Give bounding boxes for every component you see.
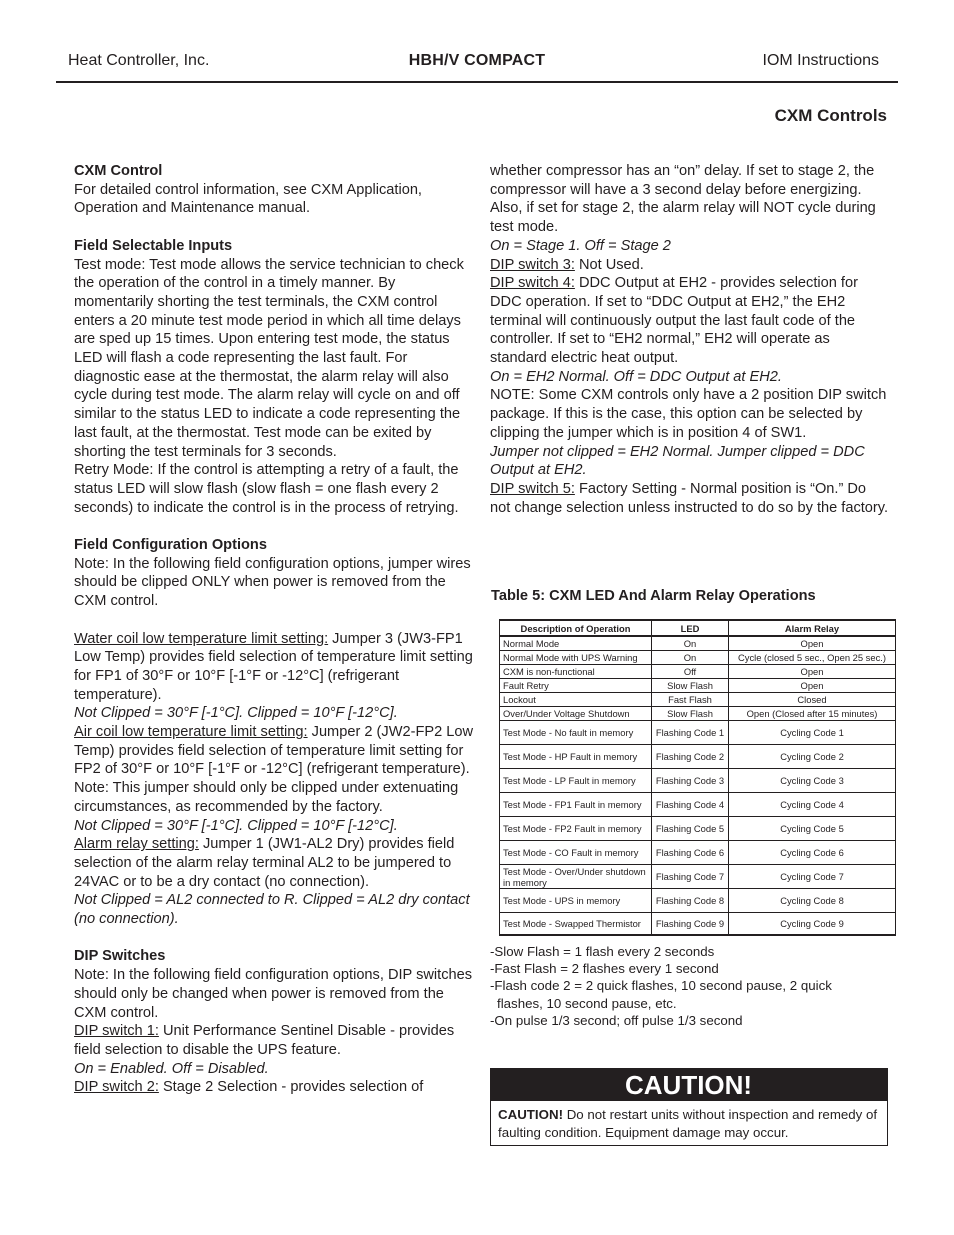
air-coil-setting: [74, 723, 476, 817]
dip2-label: DIP switch 2:: [74, 1079, 159, 1096]
right-column: [490, 162, 890, 517]
led-cell: Flashing Code 1: [652, 721, 729, 745]
operation-cell: Test Mode - LP Fault in memory: [500, 769, 652, 793]
dip1-label: DIP switch 1:: [74, 1023, 159, 1040]
test-mode-text: Test mode: Test mode allows the service technician to check the operation of the control in a timely manner. By momentarily shorting the test terminals, the CXM control enters a 20 minute test mode period in which all time delays are sped up 15 times. Upon entering test mode, the status LED will flash a code representing the last fault. For diagnostic ease at the thermostat, the alarm relay will also cycle during test mode. The alarm relay will cycle on and off similar to the status LED to indicate a code representing the last fault, at the thermostat. Test mode can be exited by shorting the test terminals for 3 seconds.: [74, 256, 464, 460]
alarm-relay-cell: Cycling Code 3: [729, 769, 896, 793]
header-divider: [56, 81, 898, 83]
led-cell: Slow Flash: [652, 707, 729, 721]
operation-cell: Fault Retry: [500, 679, 652, 693]
cxm-control-text: For detailed control information, see CXM Application, Operation and Maintenance manual.: [74, 181, 422, 217]
table-row: [500, 651, 896, 665]
dip2-continued: whether compressor has an “on” delay. If set to stage 2, the compressor will have a 3 second delay before energizing. Also, if set for stage 2, the alarm relay will NOT cycle during test mode.: [490, 163, 876, 236]
caution-text: Do not restart units without inspection and remedy of faulting condition. Equipment damage may occur.: [498, 1107, 878, 1140]
note-flash-code-cont: flashes, 10 second pause, etc.: [497, 995, 677, 1011]
alarm-relay-cell: Closed: [729, 693, 896, 707]
table-row: [500, 913, 896, 936]
led-cell: Flashing Code 3: [652, 769, 729, 793]
caution-box: [490, 1068, 888, 1146]
field-inputs-heading: Field Selectable Inputs: [74, 237, 233, 254]
note-fast-flash: -Fast Flash = 2 flashes every 1 second: [490, 961, 719, 977]
flash-notes: [490, 943, 832, 1029]
table-row: [500, 865, 896, 889]
alarm-relay-cell: Cycling Code 6: [729, 841, 896, 865]
cxm-control-heading: CXM Control: [74, 163, 163, 179]
led-cell: On: [652, 651, 729, 665]
operation-cell: Normal Mode: [500, 636, 652, 651]
operation-cell: Test Mode - Over/Under shutdown in memory: [500, 865, 652, 889]
alarm-relay-cell: Cycling Code 7: [729, 865, 896, 889]
operation-cell: Over/Under Voltage Shutdown: [500, 707, 652, 721]
operation-cell: Test Mode - Swapped Thermistor: [500, 913, 652, 936]
operation-cell: Test Mode - FP2 Fault in memory: [500, 817, 652, 841]
alarm-relay-cell: Open: [729, 636, 896, 651]
table-caption: Table 5: CXM LED And Alarm Relay Operations: [491, 588, 816, 604]
table-row: [500, 841, 896, 865]
alarm-relay-cell: Cycling Code 4: [729, 793, 896, 817]
dip3-text: Not Used.: [574, 256, 644, 273]
note-flash-code: -Flash code 2 = 2 quick flashes, 10 second pause, 2 quick: [490, 978, 832, 994]
operation-cell: Test Mode - UPS in memory: [500, 889, 652, 913]
table-row: [500, 693, 896, 707]
note-pulse: -On pulse 1/3 second; off pulse 1/3 second: [490, 1012, 743, 1028]
table-row: [500, 769, 896, 793]
led-cell: Flashing Code 5: [652, 817, 729, 841]
alarm-relay-cell: Open (Closed after 15 minutes): [729, 707, 896, 721]
table-row: [500, 793, 896, 817]
water-coil-text: Jumper 3 (JW3-FP1 Low Temp) provides field selection of temperature limit setting for FP1 of 30°F or 10°F [-1°F or -12°C] (refrigerant temperature).: [74, 630, 473, 703]
water-coil-setting: [74, 630, 476, 705]
air-coil-text: Jumper 2 (JW2-FP2 Low Temp) provides field selection of temperature limit setting for FP2 of 30°F or 10°F [-1°F or -12°C] (refrigerant temperature). Note: This jumper should only be clipped under extenuating circumstances, as recommended by the factory.: [74, 724, 474, 815]
dip4-text: DDC Output at EH2 - provides selection for DDC operation. If set to “DDC Output at EH2,” the EH2 terminal will continuously output the last fault code of the controller. If set to “EH2 normal,” EH2 will operate as standard electric heat output.: [490, 275, 858, 367]
table-row: [500, 817, 896, 841]
led-cell: On: [652, 636, 729, 651]
dip4-note: NOTE: Some CXM controls only have a 2 position DIP switch package. If this is the case, this option can be selected by clipping the jumper which is in position 4 of SW1.: [490, 387, 887, 441]
table-row: [500, 707, 896, 721]
water-coil-label: Water coil low temperature limit setting:: [74, 630, 329, 647]
alarm-relay-cell: Cycling Code 1: [729, 721, 896, 745]
caution-body: [491, 1101, 887, 1146]
led-cell: Flashing Code 2: [652, 745, 729, 769]
led-cell: Flashing Code 4: [652, 793, 729, 817]
table-row: [500, 679, 896, 693]
alarm-relay-cell: Cycling Code 8: [729, 889, 896, 913]
alarm-relay-cell: Cycling Code 5: [729, 817, 896, 841]
dip2-values: On = Stage 1. Off = Stage 2: [490, 237, 671, 254]
led-cell: Flashing Code 9: [652, 913, 729, 936]
dip1-text: Unit Performance Sentinel Disable - provides field selection to disable the UPS feature.: [74, 1023, 455, 1058]
table-header-row: [500, 620, 896, 636]
column-header: Description of Operation: [500, 620, 652, 636]
dip-note: Note: In the following field configuration options, DIP switches should only be changed when power is removed from the CXM control.: [74, 967, 473, 1021]
config-heading: Field Configuration Options: [74, 537, 267, 554]
led-cell: Flashing Code 8: [652, 889, 729, 913]
led-cell: Off: [652, 665, 729, 679]
dip-switch-4: [490, 274, 890, 368]
config-note: Note: In the following field configuration options, jumper wires should be clipped ONLY when power is removed from the CXM control.: [74, 555, 471, 610]
water-coil-values: Not Clipped = 30°F [-1°C]. Clipped = 10°F [-12°C].: [74, 705, 398, 722]
alarm-relay-values: Not Clipped = AL2 connected to R. Clipped = AL2 dry contact (no connection).: [74, 892, 470, 928]
alarm-relay-cell: Cycling Code 2: [729, 745, 896, 769]
dip1-values: On = Enabled. Off = Disabled.: [74, 1060, 269, 1077]
led-cell: Flashing Code 6: [652, 841, 729, 865]
operation-cell: Test Mode - HP Fault in memory: [500, 745, 652, 769]
header-doc-type: IOM Instructions: [762, 52, 879, 69]
dip-switch-1: [74, 1022, 476, 1059]
section-title: CXM Controls: [774, 106, 887, 125]
led-cell: Flashing Code 7: [652, 865, 729, 889]
alarm-relay-cell: Open: [729, 679, 896, 693]
led-cell: Fast Flash: [652, 693, 729, 707]
alarm-relay-cell: Open: [729, 665, 896, 679]
table-row: [500, 636, 896, 651]
column-header: Alarm Relay: [729, 620, 896, 636]
alarm-relay-cell: Cycling Code 9: [729, 913, 896, 936]
alarm-relay-label: Alarm relay setting:: [74, 836, 199, 853]
alarm-relay-cell: Cycle (closed 5 sec., Open 25 sec.): [729, 651, 896, 665]
caution-label: CAUTION!: [498, 1107, 563, 1122]
led-alarm-table: [499, 619, 896, 936]
left-column: [74, 162, 476, 1097]
dip4-label: DIP switch 4:: [490, 275, 575, 292]
dip4-jumper-values: Jumper not clipped = EH2 Normal. Jumper clipped = DDC Output at EH2.: [490, 443, 865, 479]
table-row: [500, 889, 896, 913]
dip3-label: DIP switch 3:: [490, 256, 575, 273]
alarm-relay-setting: [74, 835, 476, 891]
retry-mode-text: Retry Mode: If the control is attempting a retry of a fault, the status LED will slow flash (slow flash = one flash every 2 seconds) to indicate the control is in the process of retrying.: [74, 462, 459, 516]
dip-heading: DIP Switches: [74, 948, 166, 965]
air-coil-values: Not Clipped = 30°F [-1°C]. Clipped = 10°F [-12°C].: [74, 817, 398, 834]
table-row: [500, 745, 896, 769]
dip5-label: DIP switch 5:: [490, 480, 575, 497]
column-header: LED: [652, 620, 729, 636]
dip2-text: Stage 2 Selection - provides selection of: [158, 1079, 424, 1096]
dip-switch-5: [490, 480, 890, 517]
operation-cell: Normal Mode with UPS Warning: [500, 651, 652, 665]
operation-cell: Test Mode - No fault in memory: [500, 721, 652, 745]
operation-cell: Lockout: [500, 693, 652, 707]
dip5-text: Factory Setting - Normal position is “On.” Do not change selection unless instructed to do so by the factory.: [490, 480, 889, 516]
air-coil-label: Air coil low temperature limit setting:: [74, 724, 308, 741]
operation-cell: CXM is non-functional: [500, 665, 652, 679]
caution-title: CAUTION!: [491, 1069, 887, 1101]
note-slow-flash: -Slow Flash = 1 flash every 2 seconds: [490, 944, 715, 959]
operation-cell: Test Mode - FP1 Fault in memory: [500, 793, 652, 817]
dip-switch-2: [74, 1078, 476, 1097]
header-company: Heat Controller, Inc.: [68, 52, 210, 69]
table-row: [500, 665, 896, 679]
operation-cell: Test Mode - CO Fault in memory: [500, 841, 652, 865]
dip4-values: On = EH2 Normal. Off = DDC Output at EH2.: [490, 368, 782, 385]
dip-switch-3: [490, 256, 890, 275]
table-row: [500, 721, 896, 745]
alarm-relay-text: Jumper 1 (JW1-AL2 Dry) provides field selection of the alarm relay terminal AL2 to be jumpered to 24VAC or to be a dry contact (no connection).: [74, 836, 455, 890]
led-cell: Slow Flash: [652, 679, 729, 693]
header-product: HBH/V COMPACT: [408, 52, 546, 69]
